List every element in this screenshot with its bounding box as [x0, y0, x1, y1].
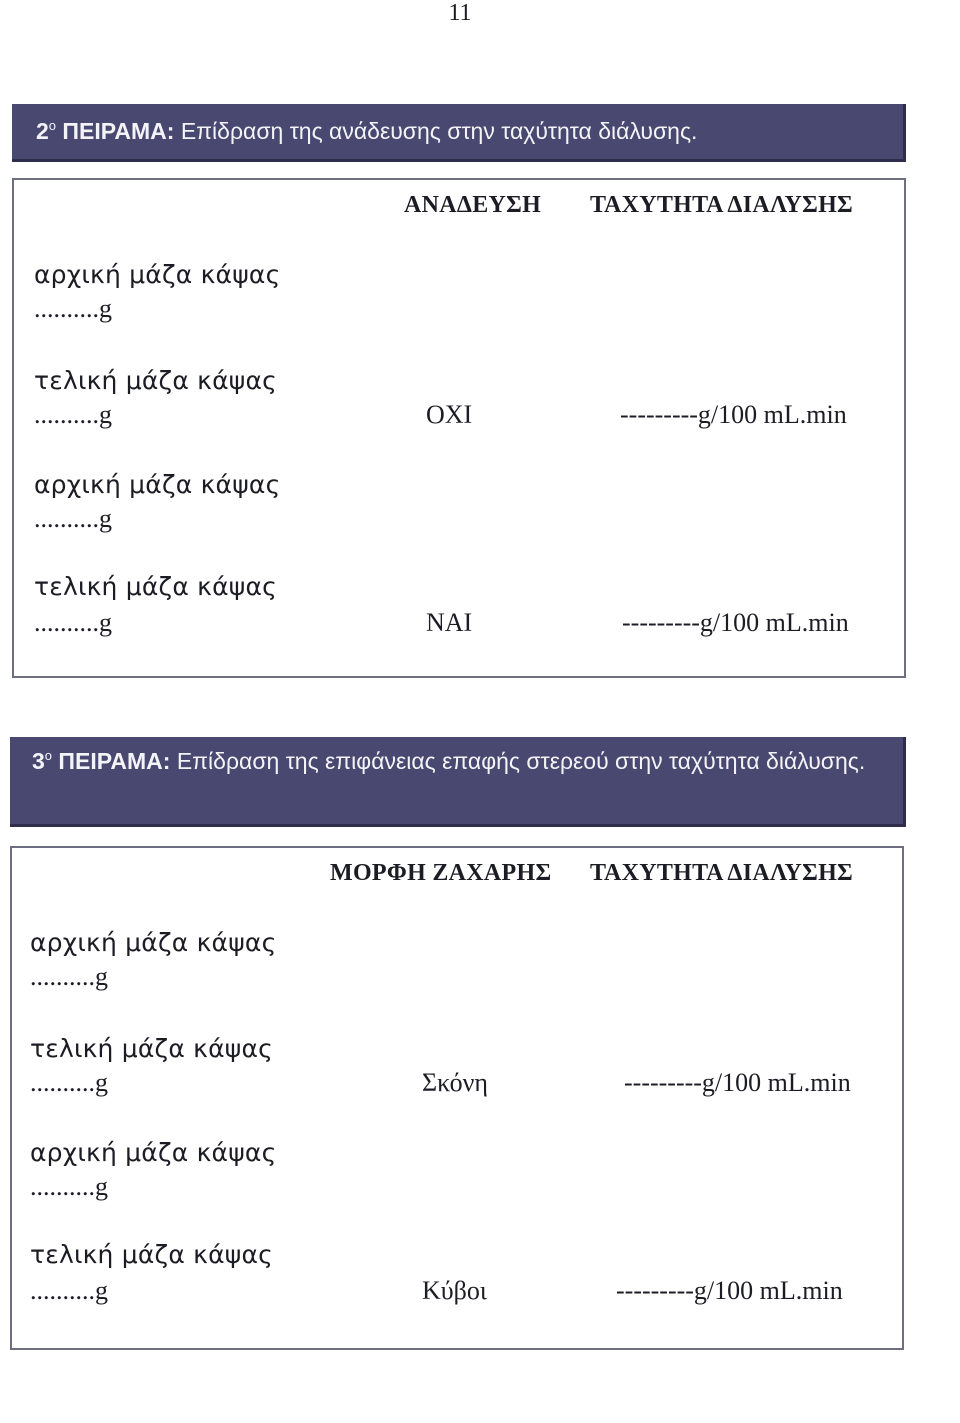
column-header-dissolution-rate: ΤΑΧΥΤΗΤΑ ΔΙΑΛΥΣΗΣ	[590, 192, 854, 218]
dissolution-rate-blank[interactable]: ---------g/100 mL.min	[622, 608, 849, 637]
stirring-option-no: ΟΧΙ	[426, 400, 473, 429]
final-mass-label: τελική μάζα κάψας	[34, 366, 278, 395]
experiment-3-title: Επίδραση της επιφάνειας επαφής στερεού στην ταχύτητα διάλυσης.	[170, 748, 866, 774]
experiment-3-table	[10, 846, 904, 1350]
final-mass-label: τελική μάζα κάψας	[30, 1034, 274, 1063]
dissolution-rate-blank[interactable]: ---------g/100 mL.min	[620, 400, 847, 429]
experiment-2-label: ΠΕΙΡΑΜΑ:	[56, 118, 175, 144]
final-mass-label: τελική μάζα κάψας	[34, 572, 278, 601]
column-header-dissolution-rate: ΤΑΧΥΤΗΤΑ ΔΙΑΛΥΣΗΣ	[590, 860, 854, 886]
final-mass-label: τελική μάζα κάψας	[30, 1240, 274, 1269]
experiment-2-number: 2	[36, 118, 49, 144]
page-number: 11	[448, 0, 472, 26]
experiment-3-title-banner	[10, 737, 906, 827]
experiment-3-label: ΠΕΙΡΑΜΑ:	[52, 748, 171, 774]
initial-mass-blank[interactable]: ..........g	[34, 294, 112, 323]
final-mass-blank[interactable]: ..........g	[30, 1068, 108, 1097]
experiment-2-ordinal-mark: o	[48, 118, 57, 133]
initial-mass-label: αρχική μάζα κάψας	[30, 928, 277, 957]
column-header-stirring: ΑΝΑΔΕΥΣΗ	[404, 192, 542, 218]
column-header-sugar-form: ΜΟΡΦΗ ΖΑΧΑΡΗΣ	[330, 860, 552, 886]
initial-mass-label: αρχική μάζα κάψας	[34, 260, 281, 289]
experiment-2-title-banner	[12, 104, 906, 162]
initial-mass-blank[interactable]: ..........g	[30, 962, 108, 991]
initial-mass-blank[interactable]: ..........g	[30, 1172, 108, 1201]
dissolution-rate-blank[interactable]: ---------g/100 mL.min	[616, 1276, 843, 1305]
dissolution-rate-blank[interactable]: ---------g/100 mL.min	[624, 1068, 851, 1097]
stirring-option-yes: ΝΑΙ	[426, 608, 473, 637]
initial-mass-blank[interactable]: ..........g	[34, 504, 112, 533]
experiment-2-table	[12, 178, 906, 678]
sugar-form-powder: Σκόνη	[422, 1068, 489, 1097]
final-mass-blank[interactable]: ..........g	[34, 400, 112, 429]
sugar-form-cubes: Κύβοι	[422, 1276, 487, 1305]
initial-mass-label: αρχική μάζα κάψας	[34, 470, 281, 499]
experiment-3-number: 3	[32, 748, 45, 774]
final-mass-blank[interactable]: ..........g	[30, 1276, 108, 1305]
experiment-2-title: Επίδραση της ανάδευσης στην ταχύτητα διάλυσης.	[174, 118, 698, 144]
experiment-3-ordinal-mark: o	[44, 748, 53, 763]
final-mass-blank[interactable]: ..........g	[34, 608, 112, 637]
initial-mass-label: αρχική μάζα κάψας	[30, 1138, 277, 1167]
